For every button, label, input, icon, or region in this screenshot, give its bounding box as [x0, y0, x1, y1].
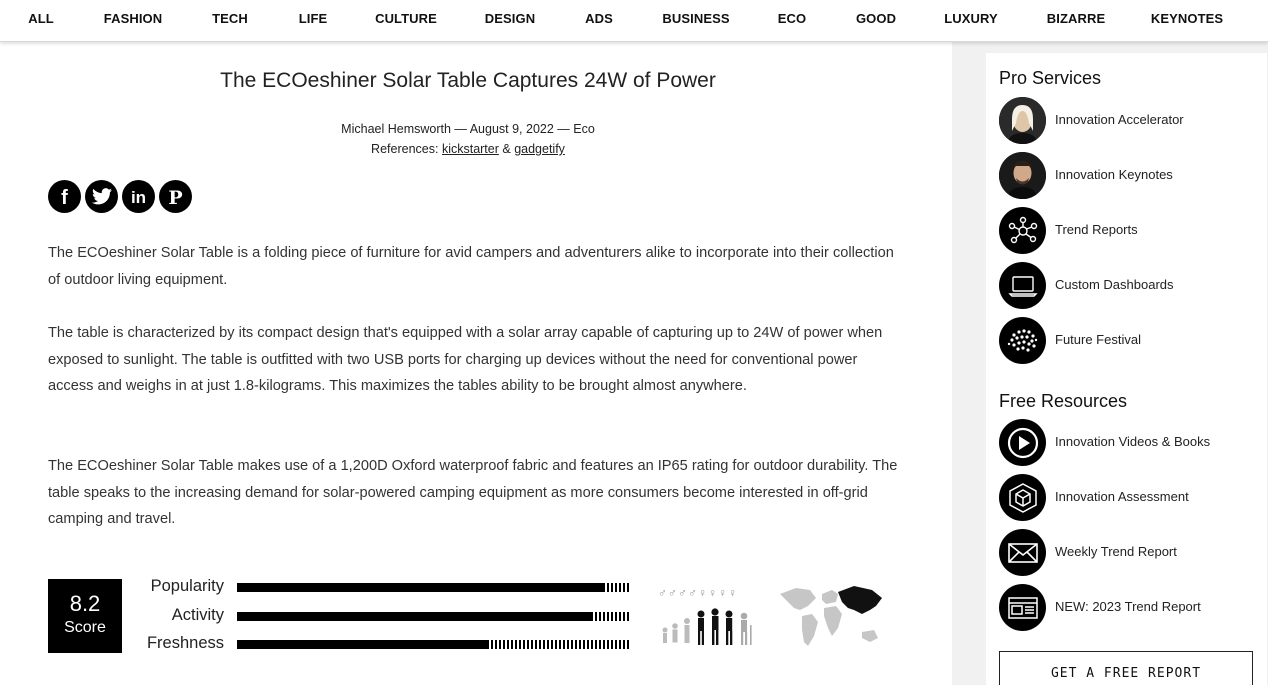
sidebar-label: NEW: 2023 Trend Report	[1055, 599, 1201, 614]
sidebar	[986, 53, 1267, 685]
hexagon-cube-icon	[999, 474, 1046, 521]
sidebar-label: Innovation Videos & Books	[1055, 434, 1211, 449]
sidebar-item-trend-reports[interactable]	[999, 207, 1259, 255]
network-nodes-icon	[999, 207, 1046, 254]
sidebar-item-2023-trend-report[interactable]	[999, 584, 1259, 632]
article-date: August 9, 2022	[469, 122, 554, 136]
sidebar-label: Trend Reports	[1055, 222, 1138, 237]
age-demographics-icon	[660, 600, 760, 648]
sidebar-item-innovation-keynotes[interactable]	[999, 152, 1259, 200]
metric-label-popularity: Popularity	[150, 577, 224, 595]
nav-bizarre[interactable]: BIZARRE	[1046, 11, 1106, 26]
top-navigation	[0, 0, 1268, 42]
activity-bar	[237, 612, 630, 621]
facebook-icon[interactable]	[48, 180, 81, 213]
svg-text:in: in	[130, 188, 147, 207]
sidebar-label: Weekly Trend Report	[1055, 544, 1177, 559]
popularity-bar	[237, 583, 630, 592]
author-name[interactable]: Michael Hemsworth	[341, 122, 451, 136]
free-resources-heading: Free Resources	[999, 391, 1128, 411]
laptop-icon	[999, 262, 1046, 309]
nav-keynotes[interactable]: KEYNOTES	[1150, 11, 1224, 26]
sidebar-item-future-festival[interactable]	[999, 317, 1259, 365]
world-map-icon	[774, 580, 884, 656]
references-label: References:	[371, 142, 439, 156]
pro-services-heading: Pro Services	[999, 68, 1102, 88]
report-layout-icon	[999, 584, 1046, 631]
nav-fashion[interactable]: FASHION	[103, 11, 163, 26]
article-references	[0, 142, 936, 156]
sidebar-item-custom-dashboards[interactable]	[999, 262, 1259, 310]
twitter-icon[interactable]	[85, 180, 118, 213]
metric-label-activity: Activity	[171, 606, 224, 624]
person-avatar-icon	[999, 97, 1046, 144]
nav-eco[interactable]: ECO	[777, 11, 807, 26]
svg-text:f: f	[61, 187, 68, 209]
reference-link-gadgetify[interactable]: gadgetify	[514, 142, 565, 156]
person-avatar-icon	[999, 152, 1046, 199]
gender-symbols: ♂♂♂♂♀♀♀♀	[658, 586, 738, 600]
sidebar-item-weekly-trend-report[interactable]	[999, 529, 1259, 577]
pinterest-icon[interactable]	[159, 180, 192, 213]
nav-ads[interactable]: ADS	[585, 11, 613, 26]
reference-separator: &	[502, 142, 511, 156]
score-label: Score	[64, 619, 106, 636]
article-paragraph-3: The ECOeshiner Solar Table makes use of a 1,200D Oxford waterproof fabric and features an IP65 rating for outdoor durability. The table speaks to the increasing demand for solar-powered camping equipment as more consumers become interested in off-grid camping and travel.	[48, 458, 898, 528]
nav-business[interactable]: BUSINESS	[662, 11, 730, 26]
sidebar-label: Innovation Assessment	[1055, 489, 1189, 504]
reference-link-kickstarter[interactable]: kickstarter	[441, 142, 499, 156]
freshness-bar	[237, 640, 630, 649]
sidebar-label: Innovation Accelerator	[1055, 112, 1184, 127]
nav-luxury[interactable]: LUXURY	[944, 11, 998, 26]
article-byline: Michael Hemsworth — August 9, 2022 — Eco	[341, 122, 595, 136]
score-value: 8.2	[69, 591, 101, 616]
nav-good[interactable]: GOOD	[855, 11, 897, 26]
sidebar-label: Custom Dashboards	[1055, 277, 1174, 292]
envelope-icon	[999, 529, 1046, 576]
article-category[interactable]: Eco	[573, 122, 595, 136]
sidebar-item-innovation-accelerator[interactable]	[999, 97, 1259, 145]
nav-life[interactable]: LIFE	[298, 11, 328, 26]
nav-all[interactable]: ALL	[28, 11, 54, 26]
nav-design[interactable]: DESIGN	[484, 11, 536, 26]
get-free-report-button[interactable]: GET A FREE REPORT	[999, 651, 1253, 685]
svg-text:P: P	[168, 187, 183, 209]
article-title: The ECOeshiner Solar Table Captures 24W of Power	[220, 69, 716, 92]
article-main	[0, 42, 952, 685]
sidebar-item-innovation-assessment[interactable]	[999, 474, 1259, 522]
dotted-brain-icon	[999, 317, 1046, 364]
sidebar-label: Future Festival	[1055, 332, 1141, 347]
linkedin-icon[interactable]	[122, 180, 155, 213]
article-paragraph-2: The table is characterized by its compact design that's equipped with a solar array capable of capturing up to 24W of power when exposed to sunlight. The table is outfitted with two USB ports for charging up devices without the need for conventional power access and weighs in at just 1.8-kilograms. This maximizes the tables ability to be brought almost anywhere.	[48, 325, 883, 395]
metric-label-freshness: Freshness	[146, 634, 224, 652]
play-icon	[999, 419, 1046, 466]
social-share-bar	[48, 180, 192, 213]
sidebar-item-innovation-videos-books[interactable]	[999, 419, 1259, 467]
nav-culture[interactable]: CULTURE	[375, 11, 437, 26]
nav-tech[interactable]: TECH	[212, 11, 248, 26]
sidebar-label: Innovation Keynotes	[1055, 167, 1173, 182]
article-paragraph-1: The ECOeshiner Solar Table is a folding piece of furniture for avid campers and adventurers alike to incorporate into their collection of outdoor living equipment.	[48, 245, 894, 288]
